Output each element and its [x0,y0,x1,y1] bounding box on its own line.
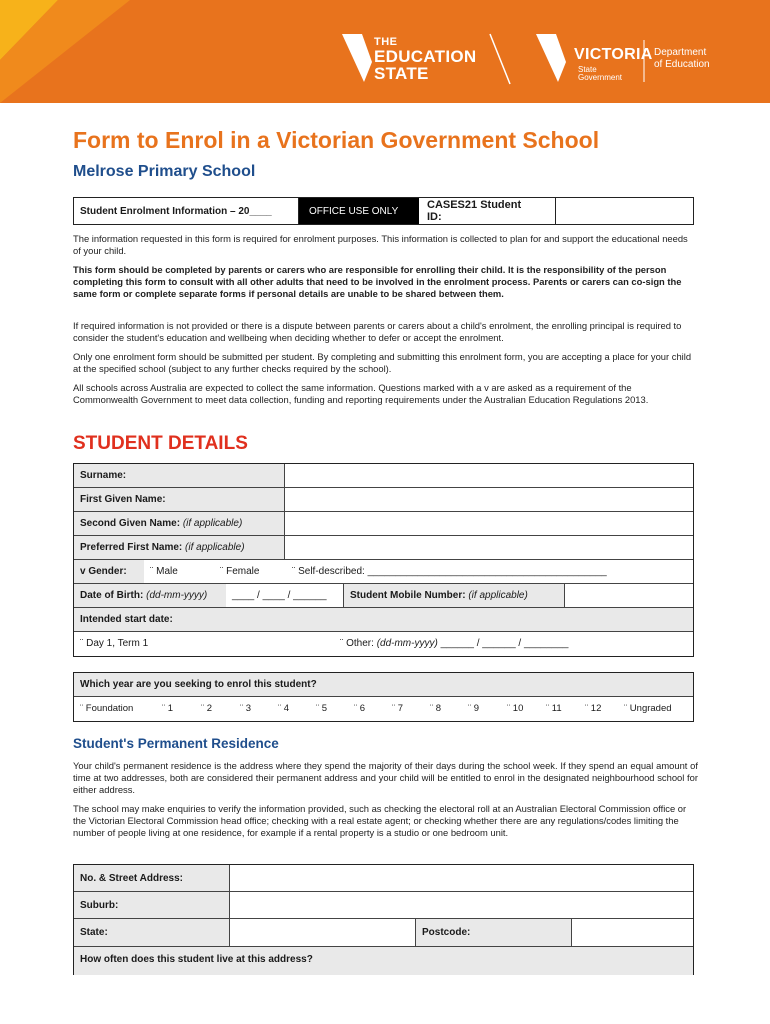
gender-male-option[interactable]: ¨ Male [150,566,178,577]
suburb-label: Suburb: [74,892,229,918]
header-banner [0,0,770,103]
how-often-row [74,947,693,975]
second-name-label [74,512,284,535]
postcode-input[interactable] [571,919,693,946]
year-option-9[interactable]: ¨ 9 [468,703,480,714]
enrolment-info-label: Student Enrolment Information – 20____ [74,198,299,224]
victoria-logo: VICTORIA [574,46,653,63]
form-title: Form to Enrol in a Victorian Government School [73,127,600,153]
street-row [74,865,693,892]
year-option-5[interactable]: ¨ 5 [316,703,328,714]
gender-label: v Gender: [74,560,144,583]
year-level-question: Which year are you seeking to enrol this student? [74,673,693,696]
intro-paragraph-2: This form should be completed by parents or carers who are responsible for enrolling their child. It is the responsibility of the person completing this form to consult with all other adults that need to be involved in the enrolment process. Parents or carers can co-sign the same form or complete separate forms if personal details are unable to be shared between them. [73,264,682,299]
dob-row [74,584,693,608]
state-input[interactable] [229,919,416,946]
education-state-logo-the: THE [374,36,398,48]
mobile-label-text: Student Mobile Number: [350,590,466,601]
student-details-table [73,463,694,657]
first-name-row [74,488,693,512]
gender-row [74,560,693,584]
education-state-logo-state: STATE [374,64,429,83]
surname-label: Surname: [74,464,284,487]
gender-female-option[interactable]: ¨ Female [220,566,260,577]
year-option-6[interactable]: ¨ 6 [354,703,366,714]
address-table [73,864,694,975]
preferred-name-label-text: Preferred First Name: [80,542,183,553]
year-option-11[interactable]: ¨ 11 [546,703,562,714]
intro-paragraph-5: All schools across Australia are expected to collect the same information. Questions marked with a v are asked as a requirement of the Commonwealth Government to meet data collection, funding and reporting requirements under the Australian Education Regulations 2013. [73,382,649,405]
postcode-label: Postcode: [416,919,571,946]
cases21-label [419,198,556,224]
suburb-input[interactable] [229,892,693,918]
year-option-8[interactable]: ¨ 8 [430,703,442,714]
year-level-question-row [74,673,693,697]
year-option-4[interactable]: ¨ 4 [278,703,290,714]
start-other-format: (dd-mm-yyyy) [376,638,438,649]
victoria-logo-state: State [578,65,597,74]
state-postcode-row [74,919,693,947]
dob-format: (dd-mm-yyyy) [146,590,208,601]
intro-paragraph-3: If required information is not provided or there is a dispute between parents or carers about a child's enrolment, the enrolling principal is required to consider the student's education and wellbeing when deciding whether to defer or accept the enrolment. [73,320,682,343]
year-option-ungraded[interactable]: ¨ Ungraded [624,703,672,714]
year-level-table [73,672,694,722]
dob-label-text: Date of Birth: [80,590,144,601]
start-other-label: ¨ Other: [340,638,374,649]
cases21-label-line1: CASES21 Student [427,199,522,211]
intro-paragraph-4: Only one enrolment form should be submitted per student. By completing and submitting this enrolment form, you are accepting a place for your child at the specified school (subject to any further checks required by the school). [73,351,692,374]
street-input[interactable] [229,865,693,891]
year-option-12[interactable]: ¨ 12 [585,703,602,714]
preferred-name-input[interactable] [284,536,693,559]
surname-row [74,464,693,488]
mobile-note: (if applicable) [468,590,528,601]
how-often-label: How often does this student live at this address? [74,947,693,975]
preferred-name-row [74,536,693,560]
street-label: No. & Street Address: [74,865,229,891]
department-label-line2: of Education [654,59,710,70]
year-option-7[interactable]: ¨ 7 [392,703,404,714]
cases21-label-line2: ID: [427,211,442,223]
residence-paragraph-1: Your child's permanent residence is the address where they spend the majority of their days during the school week. If they spend an equal amount of time at two addresses, both are considered their permanent address and your child will be entitled to enrol in the designated neighbourhood school for either address. [73,760,698,795]
school-name: Melrose Primary School [73,163,256,180]
year-option-3[interactable]: ¨ 3 [240,703,252,714]
start-day1-option[interactable]: ¨ Day 1, Term 1 [80,638,149,649]
year-option-1[interactable]: ¨ 1 [162,703,174,714]
victoria-logo-government: Government [578,73,623,82]
state-label: State: [74,919,229,946]
residence-paragraph-2: The school may make enquiries to verify the information provided, such as checking the electoral roll at an Australian Electoral Commission office or the Victorian Electoral Commission head office; checking with a real estate agent; or checking whether there are any regulations/codes limiting the number of people living at one residence, for example if a rental property is a studio or one bedroom unit. [73,803,687,838]
second-name-label-text: Second Given Name: [80,518,181,529]
dob-input[interactable]: ____ / ____ / ______ [226,584,344,607]
start-date-label-row [74,608,693,632]
mobile-label [344,584,564,607]
surname-input[interactable] [284,464,693,487]
dob-label [74,584,226,607]
preferred-name-note: (if applicable) [185,542,245,553]
student-details-heading: STUDENT DETAILS [73,433,248,454]
year-option-10[interactable]: ¨ 10 [507,703,524,714]
year-option-foundation[interactable]: ¨ Foundation [80,703,134,714]
residence-heading: Student's Permanent Residence [73,736,279,751]
first-name-label: First Given Name: [74,488,284,511]
department-label-line1: Department [654,47,707,58]
start-other-blank: ______ / ______ / ________ [440,638,569,649]
education-state-logo-education: EDUCATION [374,47,477,66]
second-name-note: (if applicable) [182,518,243,529]
cases21-id-field[interactable] [556,198,693,224]
second-name-row [74,512,693,536]
office-use-label: OFFICE USE ONLY [299,198,419,224]
mobile-input[interactable] [564,584,693,607]
start-date-options-row [74,632,693,656]
first-name-input[interactable] [284,488,693,511]
start-date-label: Intended start date: [74,608,693,631]
year-level-options-row [74,697,693,721]
gender-self-described-option[interactable]: ¨ Self-described: ___________________________________________ [292,566,607,577]
start-other-option[interactable] [334,632,693,656]
year-option-2[interactable]: ¨ 2 [201,703,213,714]
intro-paragraph-1: The information requested in this form is required for enrolment purposes. This information is collected to plan for and support the educational needs of your child. [73,233,688,256]
preferred-name-label [74,536,284,559]
second-name-input[interactable] [284,512,693,535]
office-use-box [73,197,694,225]
suburb-row [74,892,693,919]
